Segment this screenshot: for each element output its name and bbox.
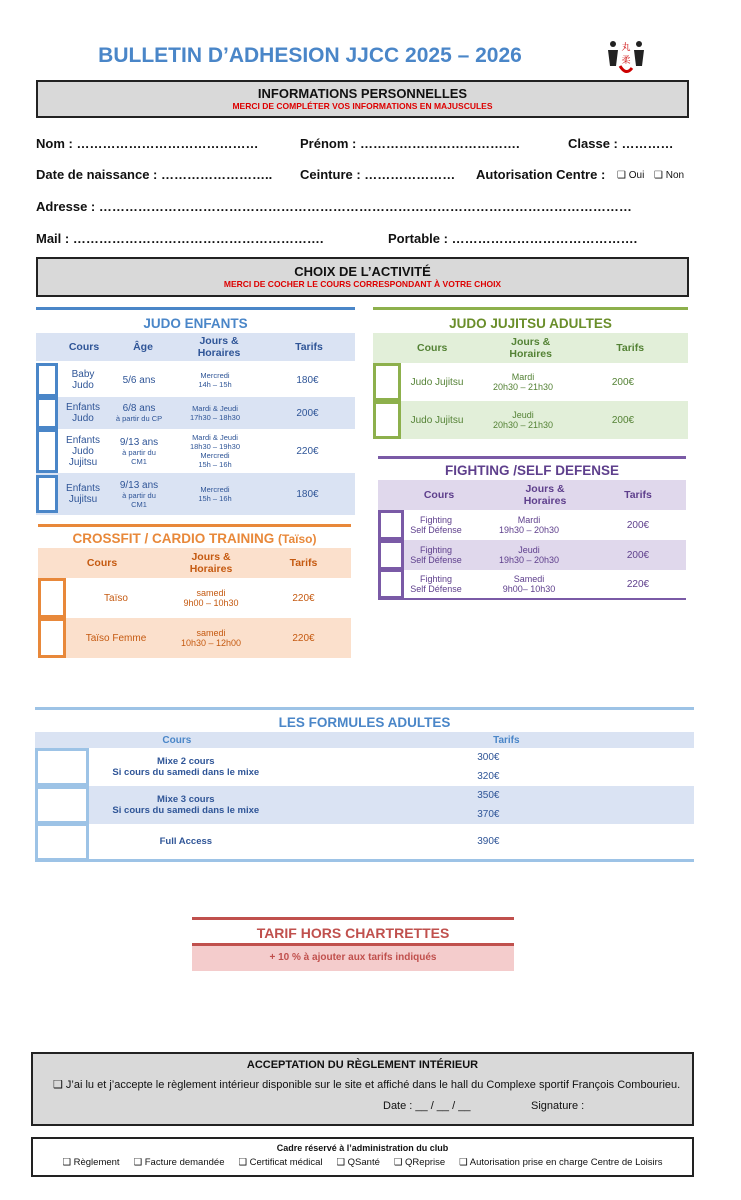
activity-heading: CHOIX DE L’ACTIVITÉ xyxy=(294,264,431,279)
row-checkbox[interactable] xyxy=(38,578,66,618)
admin-heading: Cadre réservé à l’administration du club xyxy=(276,1143,449,1153)
admin-autorisation-checkbox[interactable]: ❑ Autorisation prise en charge Centre de Loisirs xyxy=(459,1157,663,1168)
age-cell xyxy=(108,375,170,386)
prenom-field[interactable]: Prénom : ………………………………. xyxy=(300,136,520,151)
jours-cell: Mardi & Jeudi 18h30 – 19h30 Mercredi 15h – 16h xyxy=(189,433,241,469)
crossfit-title-suffix: (Taïso) xyxy=(278,532,317,546)
tarif-cell: 200€ xyxy=(296,407,319,419)
formule-sub: Si cours du samedi dans le mixe xyxy=(112,767,260,778)
row-checkbox[interactable] xyxy=(378,540,404,570)
age-value: 9/13 ans xyxy=(119,436,159,448)
tarif-value: 390€ xyxy=(477,836,500,847)
formule-label: Full Access xyxy=(159,836,213,847)
jours-cell: Samedi 9h00– 10h30 xyxy=(502,574,556,594)
tarif-cell: 180€ xyxy=(296,374,319,386)
club-logo xyxy=(604,36,648,76)
cours-cell: Fighting Self Défense xyxy=(410,574,462,594)
tarif-cell: 200€ xyxy=(611,376,635,388)
jujitsu-section xyxy=(373,307,688,439)
tarif-value: 300€ xyxy=(477,752,500,763)
table-row xyxy=(35,824,694,862)
row-checkbox[interactable] xyxy=(35,748,89,786)
personal-info-instruction: MERCI DE COMPLÉTER VOS INFORMATIONS EN MAJUSCULES xyxy=(232,101,493,111)
col-tarifs: Tarifs xyxy=(295,341,323,353)
col-cours: Cours xyxy=(68,341,100,353)
mail-field[interactable]: Mail : …………………………………………………. xyxy=(36,231,324,246)
autorisation-non-checkbox[interactable]: ❑ Non xyxy=(654,170,685,181)
cours-cell: Enfants Judo xyxy=(66,402,100,424)
row-checkbox[interactable] xyxy=(378,569,404,599)
naissance-field[interactable]: Date de naissance : …………………….. xyxy=(36,167,273,182)
admin-box xyxy=(31,1137,694,1177)
cours-cell: Judo Jujitsu xyxy=(410,376,464,388)
tarif-cell: 200€ xyxy=(626,549,650,561)
judo-enfants-section xyxy=(36,307,355,361)
hors-title: TARIF HORS CHARTRETTES xyxy=(256,925,450,941)
judo-enfants-title: JUDO ENFANTS xyxy=(143,316,248,331)
col-tarifs: Tarifs xyxy=(624,489,652,501)
age-value: 9/13 ans xyxy=(119,479,159,491)
age-value: 5/6 ans xyxy=(122,374,156,386)
age-sub: à partir du CM1 xyxy=(122,447,156,466)
classe-field[interactable]: Classe : ………… xyxy=(568,136,674,151)
table-row xyxy=(378,570,686,600)
age-sub: à partir du CP xyxy=(115,414,163,423)
tarif-cell: 220€ xyxy=(626,578,650,590)
col-jours: Jours & Horaires xyxy=(189,551,233,575)
hors-chartrettes-section xyxy=(192,917,514,971)
row-checkbox[interactable] xyxy=(36,475,58,513)
row-checkbox[interactable] xyxy=(378,510,404,540)
col-age: Âge xyxy=(133,341,153,353)
personal-info-header xyxy=(36,80,689,118)
col-cours: Cours xyxy=(417,342,448,354)
tarif-value: 370€ xyxy=(477,809,500,820)
tarif-cell: 200€ xyxy=(611,414,635,426)
fighting-section xyxy=(378,456,686,600)
row-checkbox[interactable] xyxy=(36,363,58,397)
portable-field[interactable]: Portable : ……………………………………. xyxy=(388,231,638,246)
table-row xyxy=(373,363,688,401)
col-tarifs: Tarifs xyxy=(493,734,520,746)
col-cours: Cours xyxy=(162,734,192,746)
activity-instruction: MERCI DE COCHER LE COURS CORRESPONDANT À VOTRE CHOIX xyxy=(223,279,502,289)
cours-cell: Fighting Self Défense xyxy=(410,515,462,535)
table-row xyxy=(38,578,351,618)
tarif-cell xyxy=(283,790,694,820)
hors-sub: + 10 % à ajouter aux tarifs indiqués xyxy=(192,946,514,971)
cours-cell: Enfants Judo Jujitsu xyxy=(66,434,100,468)
row-checkbox[interactable] xyxy=(373,401,401,439)
ceinture-field[interactable]: Ceinture : ………………… xyxy=(300,167,456,182)
cours-cell: Enfants Jujitsu xyxy=(66,483,100,505)
svg-text:丸: 丸 xyxy=(621,43,631,53)
col-jours: Jours & Horaires xyxy=(509,336,552,360)
formule-label: Mixe 2 cours xyxy=(157,756,215,767)
page-title: BULLETIN D’ADHESION JJCC 2025 – 2026 xyxy=(98,44,522,67)
tarif-cell: 220€ xyxy=(296,445,319,457)
judo-enfants-table xyxy=(36,363,355,515)
table-row xyxy=(38,618,351,658)
age-sub: à partir du CM1 xyxy=(122,490,156,509)
signature-field[interactable]: Signature : xyxy=(531,1100,585,1112)
jours-cell: Jeudi 19h30 – 20h30 xyxy=(498,545,560,565)
tarif-cell: 180€ xyxy=(296,488,319,500)
tarif-cell: 220€ xyxy=(292,592,315,604)
nom-field[interactable]: Nom : …………………………………… xyxy=(36,136,259,151)
row-checkbox[interactable] xyxy=(38,618,66,658)
date-field[interactable]: Date : __ / __ / __ xyxy=(383,1100,471,1112)
col-jours: Jours & Horaires xyxy=(197,335,241,359)
row-checkbox[interactable] xyxy=(35,786,89,824)
jours-cell: Jeudi 20h30 – 21h30 xyxy=(492,410,554,430)
table-row xyxy=(36,473,355,515)
adresse-field[interactable]: Adresse : …………………………………………………………………………………………………………… xyxy=(36,199,632,214)
age-cell xyxy=(108,437,170,466)
personal-info-heading: INFORMATIONS PERSONNELLES xyxy=(257,86,468,101)
tarif-cell: 220€ xyxy=(292,632,315,644)
formules-section xyxy=(35,707,694,862)
formule-label: Mixe 3 cours xyxy=(157,794,215,805)
table-row xyxy=(36,363,355,397)
reglement-heading: ACCEPTATION DU RÈGLEMENT INTÉRIEUR xyxy=(246,1059,479,1071)
formule-cell xyxy=(89,756,283,778)
row-checkbox[interactable] xyxy=(36,397,58,429)
tarif-cell: 200€ xyxy=(626,519,650,531)
table-row xyxy=(36,397,355,429)
admin-certificat-checkbox[interactable]: ❑ Certificat médical xyxy=(238,1157,323,1168)
cours-cell: Baby Judo xyxy=(71,369,95,391)
admin-reglement-checkbox[interactable]: ❑ Règlement xyxy=(62,1157,120,1168)
admin-facture-checkbox[interactable]: ❑ Facture demandée xyxy=(133,1157,225,1168)
table-row xyxy=(373,401,688,439)
cours-cell: Fighting Self Défense xyxy=(410,545,462,565)
jours-cell: Mardi 20h30 – 21h30 xyxy=(492,372,554,392)
jours-cell: Mardi 19h30 – 20h30 xyxy=(498,515,560,535)
row-checkbox[interactable] xyxy=(36,429,58,473)
formules-title: LES FORMULES ADULTES xyxy=(278,715,451,730)
tarif-value: 320€ xyxy=(477,771,500,782)
cours-cell: Taïso xyxy=(104,592,128,604)
formule-cell xyxy=(89,794,283,816)
admin-qsante-checkbox[interactable]: ❑ QSanté xyxy=(336,1157,380,1168)
jours-cell: samedi 9h00 – 10h30 xyxy=(183,588,239,608)
tarif-cell xyxy=(283,752,694,782)
reglement-box xyxy=(31,1052,694,1126)
col-tarifs: Tarifs xyxy=(289,557,318,569)
col-cours: Cours xyxy=(423,489,455,501)
table-row xyxy=(378,510,686,540)
jours-cell: Mercredi 15h – 16h xyxy=(198,485,232,503)
table-row xyxy=(36,429,355,473)
jujitsu-title: JUDO JUJITSU ADULTES xyxy=(449,316,612,331)
age-cell xyxy=(108,480,170,509)
row-checkbox[interactable] xyxy=(373,363,401,401)
formule-sub: Si cours du samedi dans le mixe xyxy=(112,805,260,816)
cours-cell: Taïso Femme xyxy=(85,632,147,644)
fighting-title: FIGHTING /SELF DEFENSE xyxy=(444,463,619,478)
table-row xyxy=(378,540,686,570)
age-cell xyxy=(108,403,170,423)
admin-qreprise-checkbox[interactable]: ❑ QReprise xyxy=(393,1157,446,1168)
jours-cell: Mercredi 14h – 15h xyxy=(198,371,232,389)
autorisation-oui-checkbox[interactable]: ❑ Oui xyxy=(617,170,645,181)
row-checkbox[interactable] xyxy=(35,823,89,861)
col-cours: Cours xyxy=(86,557,118,569)
cours-cell: Judo Jujitsu xyxy=(410,414,464,426)
crossfit-section xyxy=(38,524,351,658)
tarif-value: 350€ xyxy=(477,790,500,801)
col-tarifs: Tarifs xyxy=(616,342,645,354)
crossfit-title: CROSSFIT / CARDIO TRAINING xyxy=(72,531,275,546)
jours-cell: Mardi & Jeudi 17h30 – 18h30 xyxy=(189,404,241,422)
table-row xyxy=(35,748,694,786)
age-value: 6/8 ans xyxy=(122,403,156,414)
autorisation-label: Autorisation Centre : xyxy=(476,167,606,182)
table-row xyxy=(35,786,694,824)
col-jours: Jours & Horaires xyxy=(523,483,567,507)
jours-cell: samedi 10h30 – 12h00 xyxy=(180,628,242,648)
activity-header xyxy=(36,257,689,297)
reglement-checkbox[interactable]: ❑ J’ai lu et j’accepte le règlement intérieur disponible sur le site et affiché dans le hall du Complexe sportif François Combourieu. xyxy=(53,1079,681,1091)
svg-text:柔: 柔 xyxy=(621,56,631,66)
